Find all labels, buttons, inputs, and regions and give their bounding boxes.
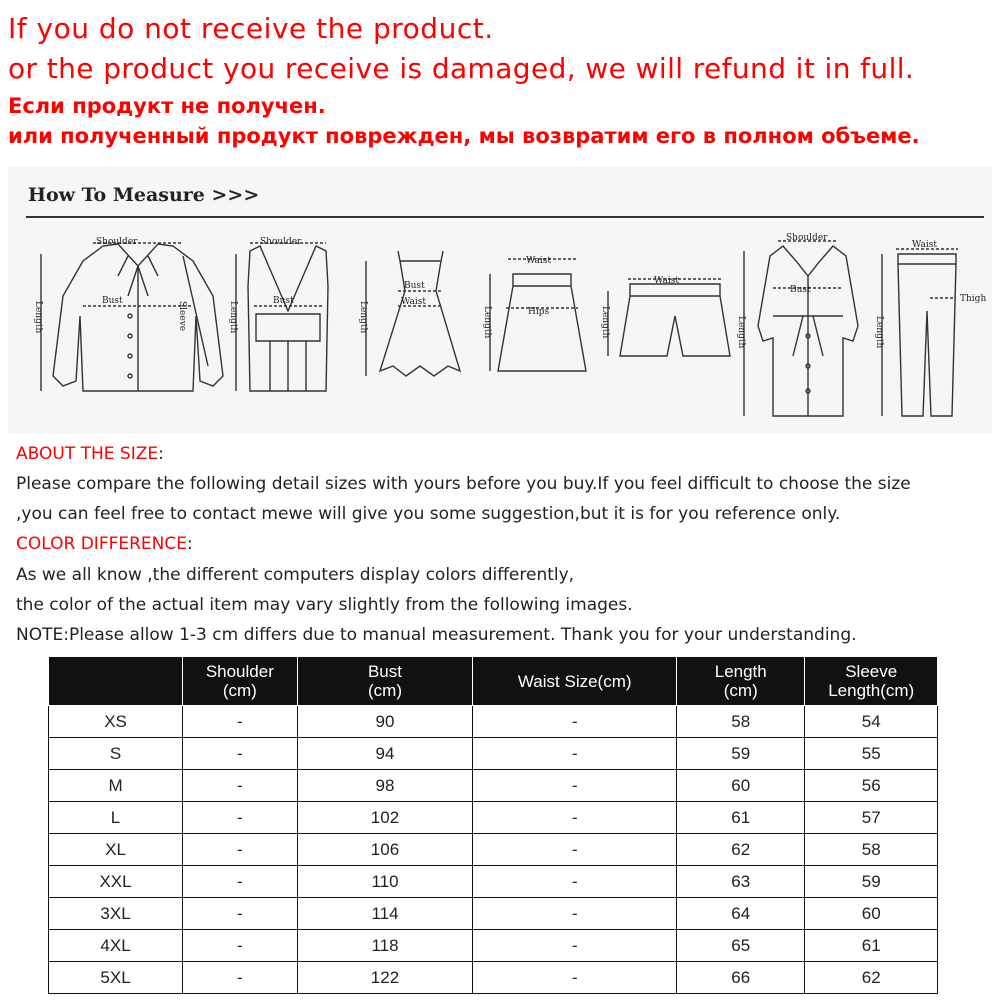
size-label-cell: XXL bbox=[49, 866, 183, 898]
table-cell: - bbox=[473, 962, 677, 994]
table-cell: 64 bbox=[677, 898, 805, 930]
table-cell: - bbox=[473, 834, 677, 866]
table-cell: - bbox=[473, 706, 677, 738]
how-to-measure-panel bbox=[8, 166, 992, 434]
notice-line-1: If you do not receive the product. bbox=[8, 12, 494, 45]
size-label-cell: 4XL bbox=[49, 930, 183, 962]
header-shoulder: Shoulder (cm) bbox=[183, 657, 298, 706]
table-row bbox=[49, 834, 938, 866]
table-cell: 58 bbox=[805, 834, 938, 866]
dress-diagram bbox=[366, 251, 460, 376]
blouse-diagram bbox=[41, 243, 223, 391]
label-shoulder-6: Shoulder bbox=[786, 233, 828, 243]
label-length-2: Length bbox=[228, 301, 238, 334]
table-cell: - bbox=[183, 834, 298, 866]
table-cell: 59 bbox=[805, 866, 938, 898]
table-cell: - bbox=[183, 898, 298, 930]
label-waist-4: Waist bbox=[526, 256, 551, 266]
table-row bbox=[49, 770, 938, 802]
how-to-measure-title: How To Measure >>> bbox=[28, 184, 260, 206]
tank-top-diagram bbox=[236, 243, 328, 391]
notice-line-4: или полученный продукт поврежден, мы возвратим его в полном объеме. bbox=[8, 124, 920, 148]
about-size-text-2: ,you can feel free to contact mewe will give you some suggestion,but it is for you reference only. bbox=[16, 504, 841, 524]
header-size bbox=[49, 657, 183, 706]
table-cell: - bbox=[183, 866, 298, 898]
size-label-cell: XS bbox=[49, 706, 183, 738]
color-difference-colon: : bbox=[187, 534, 193, 554]
about-size-text-1: Please compare the following detail sizes with yours before you buy.If you feel difficult to choose the size bbox=[16, 474, 911, 494]
table-cell: - bbox=[183, 802, 298, 834]
note-text: NOTE:Please allow 1-3 cm differs due to manual measurement. Thank you for your understanding. bbox=[16, 625, 857, 645]
label-length-6: Length bbox=[736, 316, 746, 349]
table-cell: 66 bbox=[677, 962, 805, 994]
table-cell: - bbox=[473, 770, 677, 802]
table-row bbox=[49, 898, 938, 930]
size-table-body bbox=[49, 706, 938, 994]
size-label-cell: S bbox=[49, 738, 183, 770]
label-bust-1: Bust bbox=[102, 296, 123, 306]
table-cell: 54 bbox=[805, 706, 938, 738]
size-label-cell: 3XL bbox=[49, 898, 183, 930]
label-waist-5: Waist bbox=[654, 276, 679, 286]
measurement-diagrams bbox=[8, 166, 992, 434]
table-cell: - bbox=[473, 866, 677, 898]
notice-line-3: Если продукт не получен. bbox=[8, 94, 326, 118]
label-hips-4: Hips bbox=[528, 307, 550, 317]
table-cell: 61 bbox=[677, 802, 805, 834]
table-cell: 63 bbox=[677, 866, 805, 898]
header-length: Length (cm) bbox=[677, 657, 805, 706]
label-bust-6: Bust bbox=[790, 285, 811, 295]
label-length-1: Length bbox=[33, 301, 43, 334]
table-cell: 55 bbox=[805, 738, 938, 770]
table-cell: 60 bbox=[805, 898, 938, 930]
header-bust: Bust (cm) bbox=[297, 657, 473, 706]
color-difference-text-2: the color of the actual item may vary slightly from the following images. bbox=[16, 595, 633, 615]
label-bust-2: Bust bbox=[273, 296, 294, 306]
size-label-cell: XL bbox=[49, 834, 183, 866]
table-cell: 57 bbox=[805, 802, 938, 834]
table-cell: 94 bbox=[297, 738, 473, 770]
table-cell: 98 bbox=[297, 770, 473, 802]
table-cell: - bbox=[183, 962, 298, 994]
color-difference-heading-line bbox=[16, 534, 193, 554]
size-table bbox=[48, 656, 938, 994]
size-label-cell: 5XL bbox=[49, 962, 183, 994]
table-cell: 110 bbox=[297, 866, 473, 898]
color-difference-heading: COLOR DIFFERENCE bbox=[16, 534, 187, 554]
header-waist: Waist Size(cm) bbox=[473, 657, 677, 706]
table-cell: 118 bbox=[297, 930, 473, 962]
table-row bbox=[49, 866, 938, 898]
table-cell: 59 bbox=[677, 738, 805, 770]
table-cell: 56 bbox=[805, 770, 938, 802]
table-cell: - bbox=[183, 770, 298, 802]
table-row bbox=[49, 706, 938, 738]
table-cell: - bbox=[183, 706, 298, 738]
table-cell: 62 bbox=[677, 834, 805, 866]
label-sleeve-1: Sleeve bbox=[177, 301, 187, 332]
table-cell: - bbox=[473, 930, 677, 962]
label-length-3: Length bbox=[358, 301, 368, 334]
table-cell: 122 bbox=[297, 962, 473, 994]
table-cell: 106 bbox=[297, 834, 473, 866]
coat-diagram bbox=[744, 241, 858, 416]
table-cell: - bbox=[473, 738, 677, 770]
table-cell: - bbox=[183, 738, 298, 770]
table-cell: 60 bbox=[677, 770, 805, 802]
size-label-cell: L bbox=[49, 802, 183, 834]
label-length-5: Length bbox=[600, 306, 610, 339]
size-label-cell: M bbox=[49, 770, 183, 802]
table-row bbox=[49, 962, 938, 994]
about-size-colon: : bbox=[158, 444, 164, 464]
label-length-4: Length bbox=[482, 306, 492, 339]
about-size-heading: ABOUT THE SIZE bbox=[16, 444, 159, 464]
table-cell: - bbox=[473, 802, 677, 834]
label-bust-3: Bust bbox=[404, 281, 425, 291]
table-row bbox=[49, 738, 938, 770]
table-cell: - bbox=[183, 930, 298, 962]
table-cell: 62 bbox=[805, 962, 938, 994]
about-size-heading-line bbox=[16, 444, 164, 464]
table-cell: 114 bbox=[297, 898, 473, 930]
label-length-7: Length bbox=[874, 316, 884, 349]
table-cell: 58 bbox=[677, 706, 805, 738]
table-row bbox=[49, 930, 938, 962]
size-table-header bbox=[49, 657, 938, 706]
table-row bbox=[49, 802, 938, 834]
label-waist-7: Waist bbox=[912, 240, 937, 250]
label-thigh-7: Thigh bbox=[960, 294, 987, 304]
label-waist-3: Waist bbox=[401, 297, 426, 307]
table-cell: 102 bbox=[297, 802, 473, 834]
label-shoulder-2: Shoulder bbox=[260, 237, 302, 247]
table-cell: 65 bbox=[677, 930, 805, 962]
table-cell: 90 bbox=[297, 706, 473, 738]
color-difference-text-1: As we all know ,the different computers display colors differently, bbox=[16, 565, 575, 585]
header-sleeve-length: Sleeve Length(cm) bbox=[805, 657, 938, 706]
shorts-diagram bbox=[608, 279, 730, 356]
notice-line-2: or the product you receive is damaged, we will refund it in full. bbox=[8, 52, 915, 85]
table-cell: 61 bbox=[805, 930, 938, 962]
pants-diagram bbox=[882, 249, 958, 416]
table-cell: - bbox=[473, 898, 677, 930]
label-shoulder-1: Shoulder bbox=[96, 237, 138, 247]
